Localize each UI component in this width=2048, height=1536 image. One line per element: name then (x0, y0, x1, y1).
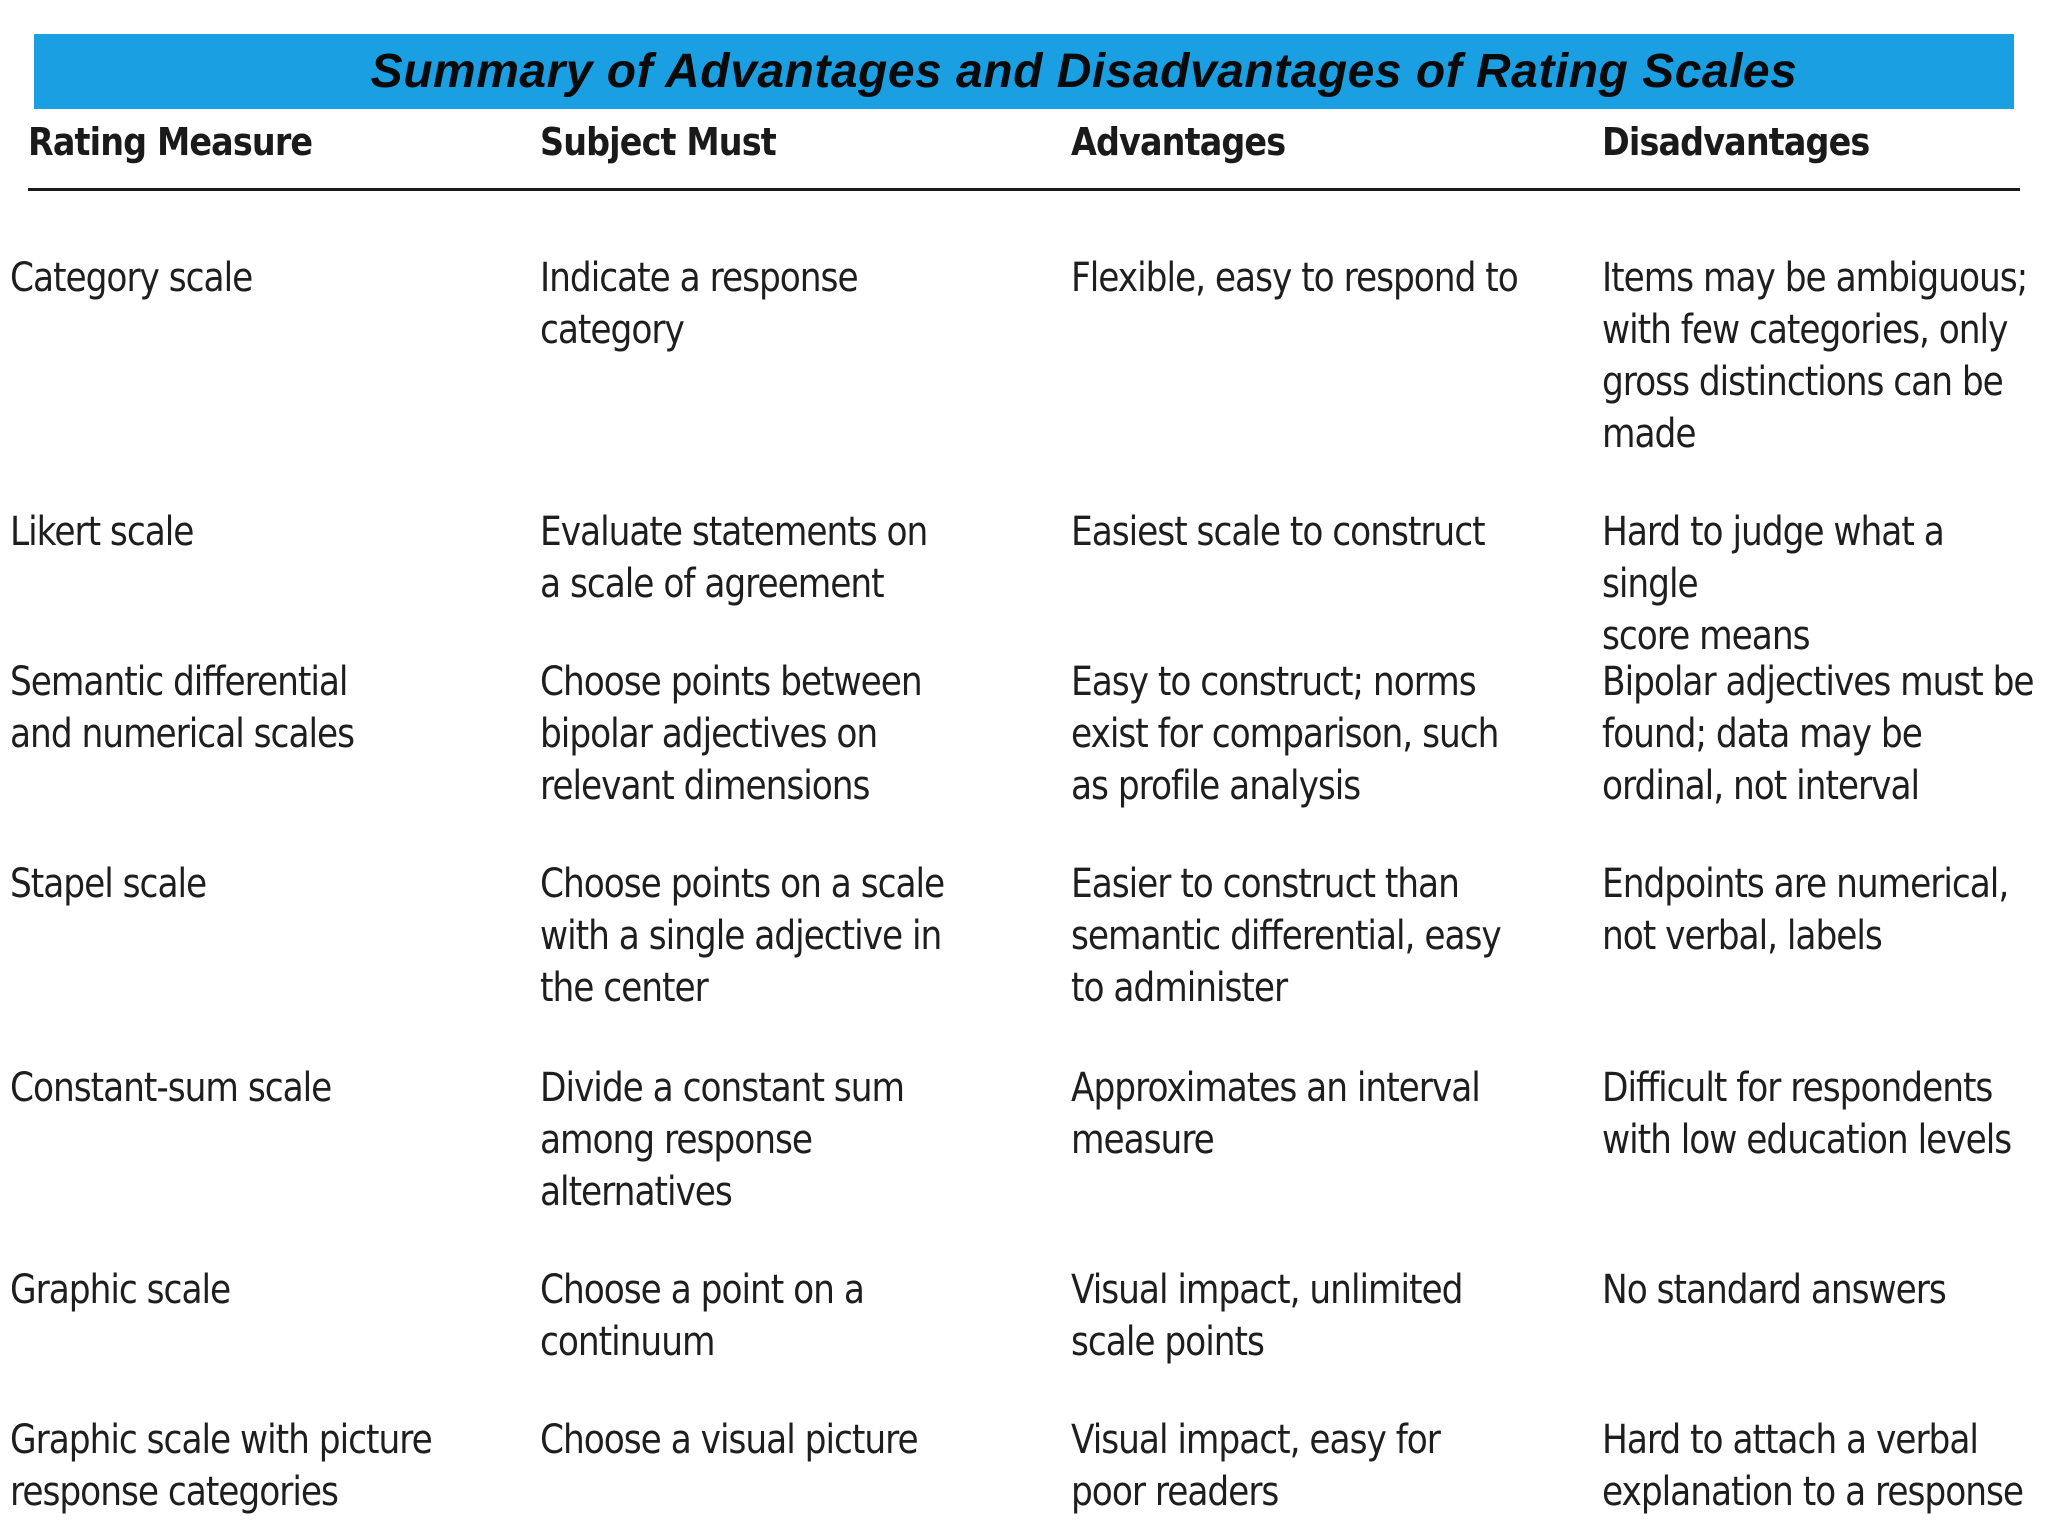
cell-disadvantages: No standard answers (1602, 1267, 1946, 1313)
cell-rating-measure: Graphic scale (10, 1267, 231, 1313)
cell-advantages: Visual impact, unlimited scale points (1071, 1267, 1463, 1365)
cell-disadvantages: Endpoints are numerical, not verbal, labels (1602, 861, 2009, 959)
cell-disadvantages: Bipolar adjectives must be found; data may be ordinal, not interval (1602, 659, 2034, 809)
cell-subject-must: Indicate a response category (540, 255, 858, 353)
cell-rating-measure: Semantic differential and numerical scales (10, 659, 355, 757)
header-divider (28, 188, 2020, 191)
header-advantages: Advantages (1071, 120, 1286, 164)
header-rating-measure: Rating Measure (28, 120, 313, 164)
cell-advantages: Visual impact, easy for poor readers (1071, 1417, 1440, 1515)
header-subject-must: Subject Must (540, 120, 776, 164)
cell-advantages: Approximates an interval measure (1071, 1065, 1480, 1163)
cell-rating-measure: Stapel scale (10, 861, 207, 907)
cell-advantages: Easy to construct; norms exist for comparison, such as profile analysis (1071, 659, 1499, 809)
table-header-row (0, 120, 2048, 180)
header-disadvantages: Disadvantages (1602, 120, 1870, 164)
cell-rating-measure: Category scale (10, 255, 253, 301)
cell-subject-must: Choose a visual picture (540, 1417, 918, 1463)
cell-rating-measure: Constant-sum scale (10, 1065, 332, 1111)
cell-disadvantages: Items may be ambiguous; with few categories, only gross distinctions can be made (1602, 255, 2028, 457)
cell-subject-must: Evaluate statements on a scale of agreement (540, 509, 928, 607)
cell-disadvantages: Difficult for respondents with low education levels (1602, 1065, 2012, 1163)
cell-advantages: Easiest scale to construct (1071, 509, 1485, 555)
cell-rating-measure: Likert scale (10, 509, 194, 555)
cell-disadvantages: Hard to judge what a single score means (1602, 509, 1944, 659)
cell-advantages: Easier to construct than semantic differential, easy to administer (1071, 861, 1501, 1011)
cell-disadvantages: Hard to attach a verbal explanation to a response (1602, 1417, 2024, 1515)
cell-subject-must: Divide a constant sum among response alternatives (540, 1065, 904, 1215)
cell-rating-measure: Graphic scale with picture response categories (10, 1417, 432, 1515)
cell-subject-must: Choose points between bipolar adjectives on relevant dimensions (540, 659, 922, 809)
cell-subject-must: Choose points on a scale with a single adjective in the center (540, 861, 945, 1011)
page-title: Summary of Advantages and Disadvantages of Rating Scales (370, 45, 1798, 98)
title-banner (34, 34, 2014, 109)
cell-advantages: Flexible, easy to respond to (1071, 255, 1518, 301)
cell-subject-must: Choose a point on a continuum (540, 1267, 864, 1365)
